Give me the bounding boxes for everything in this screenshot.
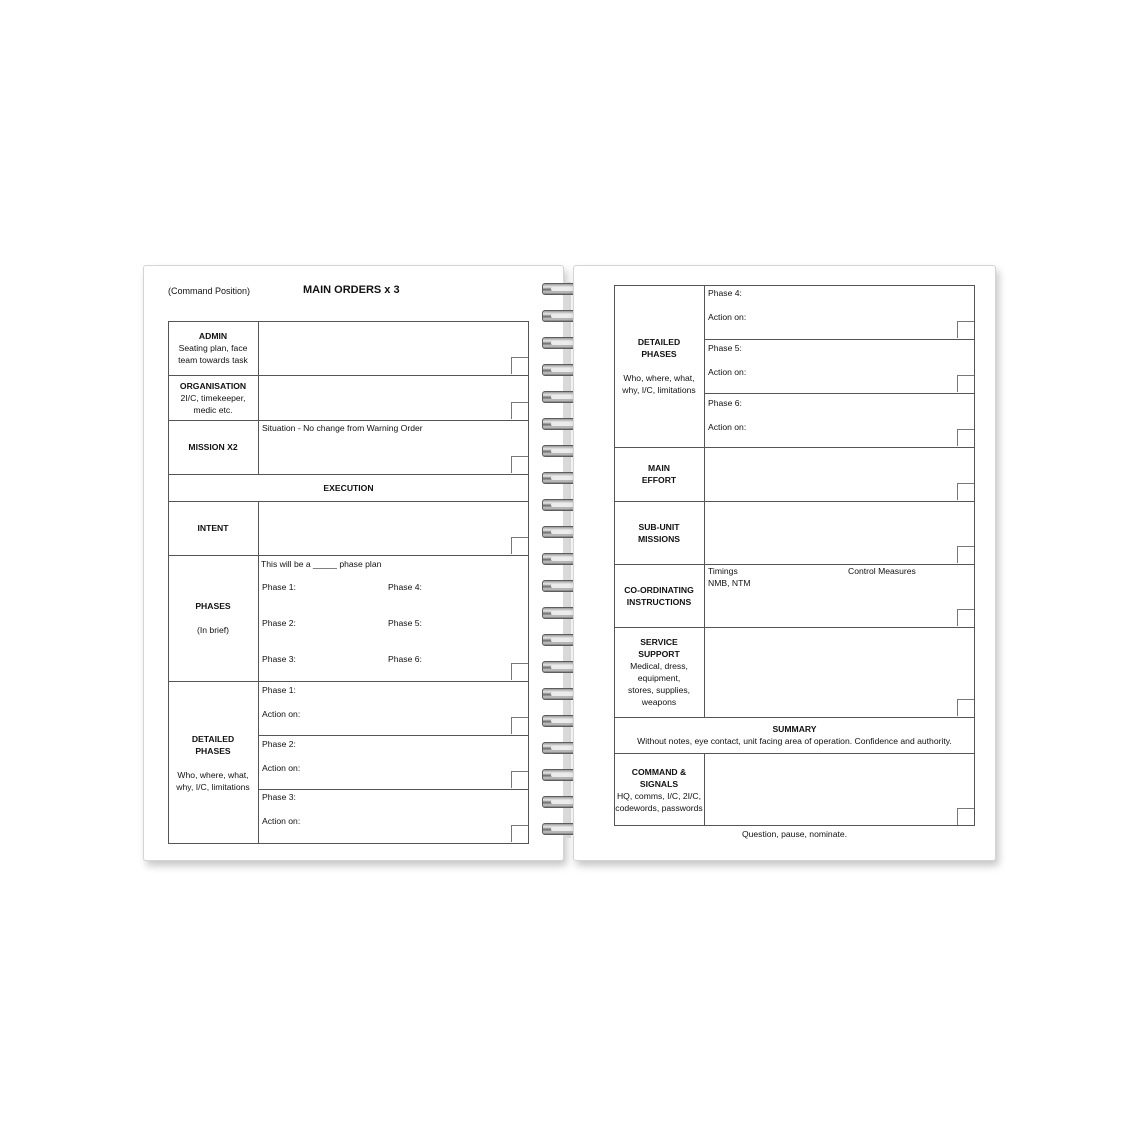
action-on-1: Action on: (262, 709, 301, 719)
coordinating-instructions-label: CO-ORDINATING INSTRUCTIONS (624, 584, 694, 607)
detailed-phase-1: Phase 1: (262, 685, 296, 695)
service-support-label: SERVICE SUPPORT Medical, dress, equipment, stores, supplies, weapons (627, 637, 691, 707)
detailed-phase-6: Phase 6: (708, 398, 742, 408)
main-effort-checkbox[interactable] (957, 483, 974, 500)
detailed-phases-label: DETAILED PHASES Who, where, what, why, I/C, limitations (176, 733, 250, 792)
mission-note: Situation - No change from Warning Order (262, 423, 423, 433)
sub-unit-missions-label: SUB-UNIT MISSIONS (637, 521, 681, 544)
detailed-phases-label-continued: DETAILED PHASES Who, where, what, why, I/C, limitations (622, 337, 696, 395)
command-position-label: (Command Position) (168, 286, 251, 296)
detailed-phase-1-checkbox[interactable] (511, 717, 528, 734)
main-effort-label: MAIN EFFORT (641, 463, 677, 485)
detailed-phase-3-checkbox[interactable] (511, 825, 528, 842)
detailed-phase-4-checkbox[interactable] (957, 321, 974, 338)
summary-section: SUMMARY Without notes, eye contact, unit facing area of operation. Confidence and authority. (637, 724, 952, 746)
detailed-phase-2: Phase 2: (262, 739, 296, 749)
page-title: MAIN ORDERS x 3 (303, 284, 400, 296)
phase-5-label: Phase 5: (388, 618, 422, 628)
timings-label: Timings (708, 566, 738, 576)
detailed-phase-2-checkbox[interactable] (511, 771, 528, 788)
organisation-label: ORGANISATION 2I/C, timekeeper, medic etc. (179, 380, 247, 415)
admin-label: ADMIN Seating plan, face team towards task (178, 331, 248, 365)
mission-label: MISSION X2 (188, 442, 238, 452)
service-support-checkbox[interactable] (957, 699, 974, 716)
command-signals-label: COMMAND & SIGNALS HQ, comms, I/C, 2I/C, codewords, passwords (615, 766, 703, 813)
phase-1-label: Phase 1: (262, 582, 296, 592)
coordinating-checkbox[interactable] (957, 609, 974, 626)
mission-checkbox[interactable] (511, 456, 528, 473)
action-on-2: Action on: (262, 763, 301, 773)
detailed-phase-3: Phase 3: (262, 792, 296, 802)
organisation-checkbox[interactable] (511, 402, 528, 419)
phase-3-label: Phase 3: (262, 654, 296, 664)
phases-checkbox[interactable] (511, 663, 528, 680)
intent-checkbox[interactable] (511, 537, 528, 554)
action-on-5: Action on: (708, 367, 747, 377)
action-on-3: Action on: (262, 816, 301, 826)
action-on-6: Action on: (708, 422, 747, 432)
admin-checkbox[interactable] (511, 357, 528, 374)
footer-note: Question, pause, nominate. (741, 829, 848, 839)
action-on-4: Action on: (708, 312, 747, 322)
phase-6-label: Phase 6: (388, 654, 422, 664)
detailed-phase-6-checkbox[interactable] (957, 429, 974, 446)
left-page (143, 265, 564, 861)
detailed-phase-5: Phase 5: (708, 343, 742, 353)
phase-4-label: Phase 4: (388, 582, 422, 592)
intent-label: INTENT (197, 523, 229, 533)
phase-2-label: Phase 2: (262, 618, 296, 628)
phase-plan-text: This will be a _____ phase plan (261, 559, 382, 569)
phases-label: PHASES (In brief) (195, 601, 231, 635)
detailed-phase-5-checkbox[interactable] (957, 375, 974, 392)
command-signals-checkbox[interactable] (957, 808, 974, 825)
detailed-phase-4: Phase 4: (708, 288, 742, 298)
control-measures-label: Control Measures (848, 566, 916, 576)
nmb-ntm-label: NMB, NTM (708, 578, 751, 588)
right-page (573, 265, 996, 861)
execution-heading: EXECUTION (323, 482, 374, 493)
sub-unit-missions-checkbox[interactable] (957, 546, 974, 563)
